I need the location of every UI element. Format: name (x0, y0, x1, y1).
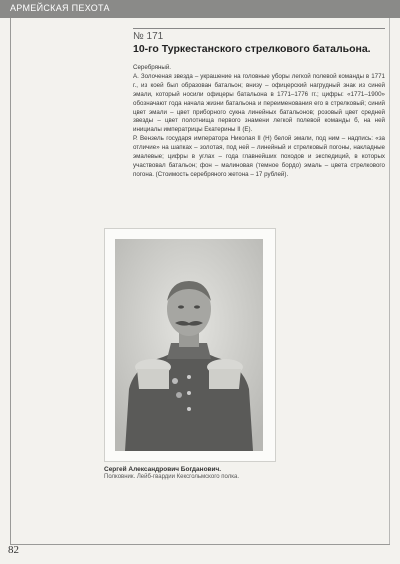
left-margin-rule (10, 18, 11, 544)
entry-title: 10-го Туркестанского стрелкового батальона. (133, 43, 371, 55)
portrait-frame (104, 228, 276, 462)
portrait-caption-description: Полковник. Лейб-гвардии Кексгольмского полка. (104, 474, 239, 480)
entry-number: № 171 (133, 31, 164, 42)
bottom-rule (10, 544, 390, 545)
entry-divider (133, 28, 385, 29)
entry-description (133, 64, 385, 180)
obverse-paragraph: А. Золоченая звезда – украшение на головные уборы легкой полевой команды в 1771 г., из коей был образован батальон; внизу – офицерский нагрудный знак из синей эмали, который носили офицеры батальона в 1771–1776 гг.; цифры: «1771–1900» обозначают года начала жизни батальона и переименования его в стрелковый; синий цвет эмали – цвет приборного сукна линейных батальонов; розовый цвет средней звезды – цвет полотнища первого знамени легкой полевой команды б, на ней инициалы императрицы Екатерины II (Е). (133, 72, 385, 134)
portrait-caption-name: Сергей Александрович Богданович. (104, 466, 222, 473)
material-line: Серебряный. (133, 64, 172, 71)
portrait-photo (115, 239, 263, 451)
reverse-paragraph: Р. Вензель государя императора Николая II (Н) белой эмали, под ним – надпись: «за отличие» на шапках – золотая, под ней – линейный и стрелковый погоны, накладные эмалевые; цифры в углах – года главнейших походов и экспедиций, в которых участвовал батальон; фон – малиновая (темное бордо) эмаль – цвета стрелкового погона. (Стоимость серебряного жетона – 17 рублей). (133, 135, 385, 178)
portrait-illustration (115, 239, 263, 451)
page-number: 82 (8, 544, 19, 556)
running-header (0, 0, 400, 18)
right-margin-rule (389, 18, 390, 544)
section-title: АРМЕЙСКАЯ ПЕХОТА (10, 3, 110, 13)
